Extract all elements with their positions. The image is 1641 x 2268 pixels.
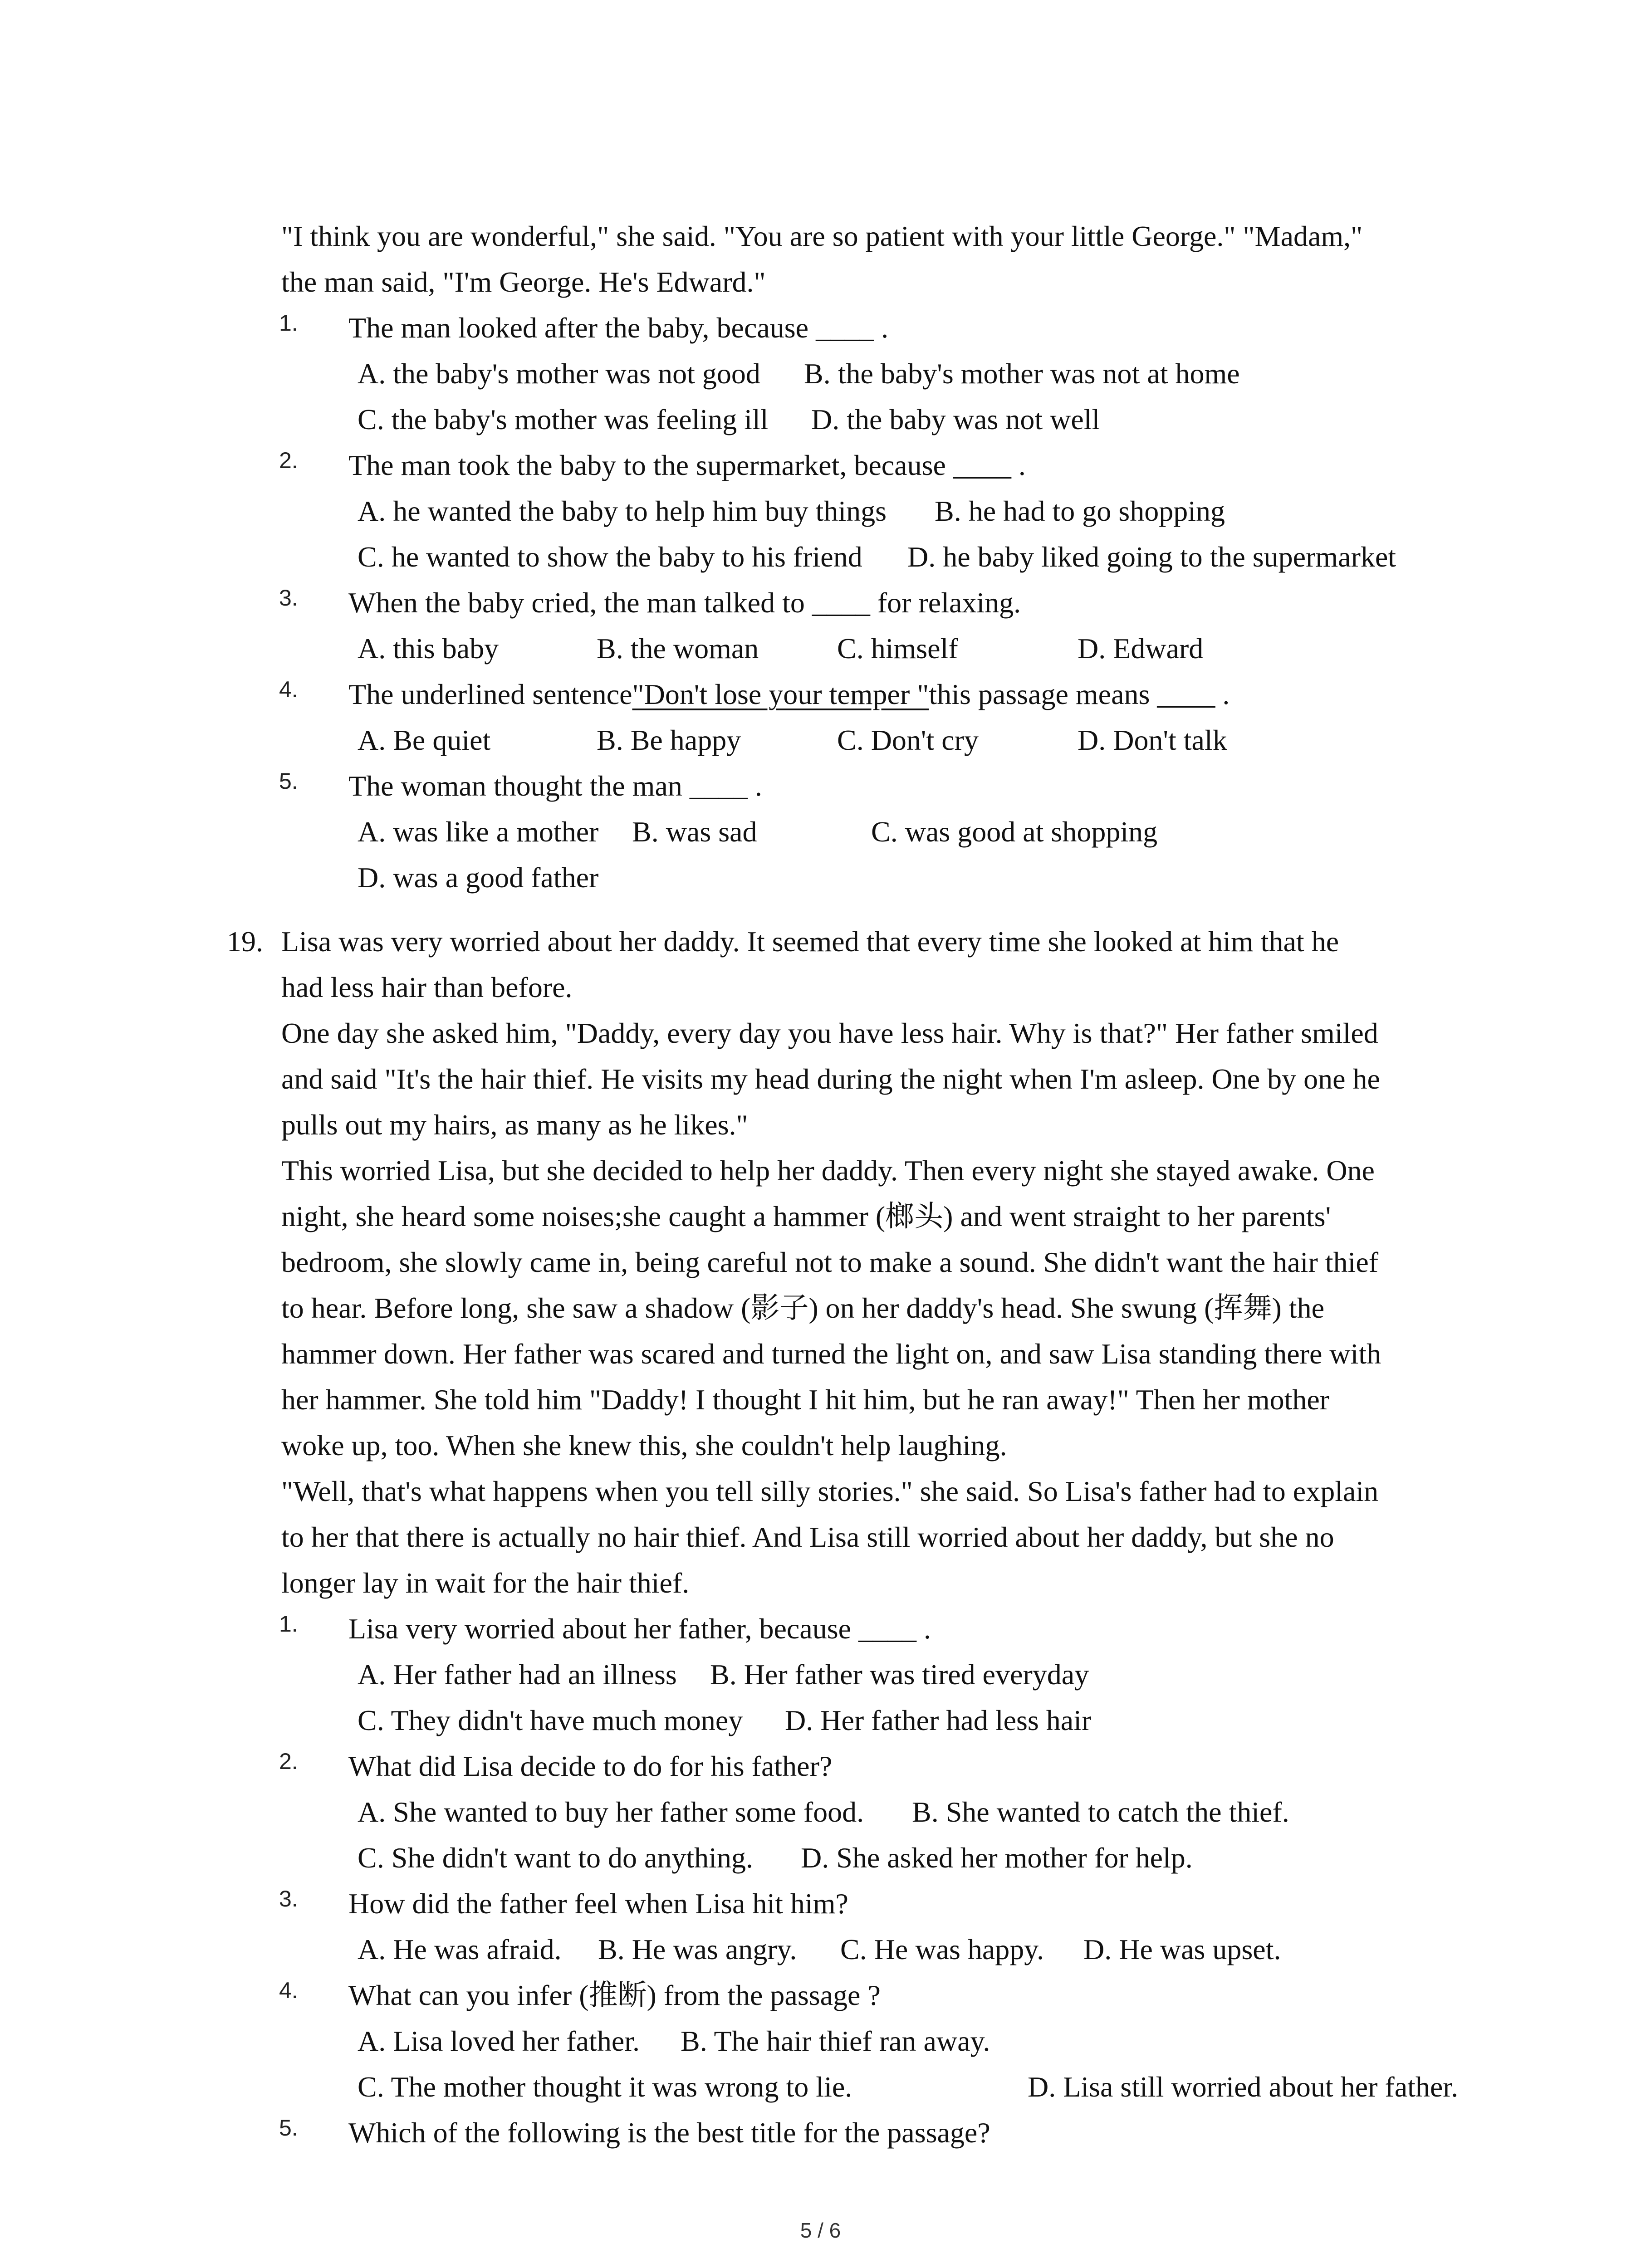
option-row bbox=[227, 809, 1461, 855]
question-text: What can you infer (推断) from the passage ? bbox=[348, 1979, 881, 2011]
question-item bbox=[227, 1606, 1461, 1652]
option-row bbox=[227, 855, 1461, 900]
option-row bbox=[227, 396, 1461, 442]
option-c: C. They didn't have much money bbox=[358, 1704, 743, 1736]
passage-paragraph: One day she asked him, "Daddy, every day you have less hair. Why is that?" Her father smiled and said "It's the hair thief. He visits my head during the night when I'm asleep. One by one he pulls out my hairs, as many as he likes." bbox=[281, 1017, 1380, 1141]
option-b: B. the woman bbox=[597, 632, 759, 665]
question-number: 1. bbox=[279, 310, 298, 336]
question-item bbox=[227, 671, 1461, 717]
option-c: C. himself bbox=[837, 632, 958, 665]
option-b: B. was sad bbox=[632, 816, 757, 848]
passage-18-questions bbox=[227, 305, 1461, 900]
question-text-start: The underlined sentence bbox=[348, 678, 632, 710]
option-c: C. the baby's mother was feeling ill bbox=[358, 403, 769, 435]
question-text: The man looked after the baby, because ____ . bbox=[348, 312, 889, 344]
option-row bbox=[227, 351, 1461, 396]
question-text-end: this passage means ____ . bbox=[929, 678, 1230, 710]
question-text: Lisa very worried about her father, because ____ . bbox=[348, 1613, 931, 1645]
question-item bbox=[227, 580, 1461, 626]
underlined-sentence: "Don't lose your temper " bbox=[632, 678, 929, 710]
option-d: D. Her father had less hair bbox=[785, 1704, 1092, 1736]
option-b: B. He was angry. bbox=[598, 1933, 797, 1965]
passage-paragraph: Lisa was very worried about her daddy. It seemed that every time she looked at him that he had less hair than before. bbox=[281, 925, 1339, 1003]
question-item bbox=[227, 1743, 1461, 1789]
option-row bbox=[227, 1926, 1461, 1972]
question-item bbox=[227, 1972, 1461, 2018]
option-b: B. She wanted to catch the thief. bbox=[912, 1796, 1289, 1828]
option-row bbox=[227, 2018, 1461, 2064]
option-row bbox=[227, 534, 1461, 580]
page-number: 5 / 6 bbox=[800, 2219, 841, 2242]
question-number: 5. bbox=[279, 2115, 298, 2141]
option-row bbox=[227, 717, 1461, 763]
option-d: D. was a good father bbox=[358, 861, 599, 894]
option-d: D. the baby was not well bbox=[811, 403, 1100, 435]
option-d: D. Don't talk bbox=[1078, 724, 1227, 756]
option-b: B. he had to go shopping bbox=[935, 495, 1225, 527]
option-a: A. Lisa loved her father. bbox=[358, 2025, 640, 2057]
question-number: 2. bbox=[279, 448, 298, 473]
option-a: A. Her father had an illness bbox=[358, 1658, 677, 1691]
option-c: C. he wanted to show the baby to his friend bbox=[358, 541, 862, 573]
option-d: D. Lisa still worried about her father. bbox=[1028, 2071, 1459, 2103]
option-row bbox=[227, 626, 1461, 671]
question-item bbox=[227, 763, 1461, 809]
passage-19-questions bbox=[227, 1606, 1461, 2156]
option-b: B. the baby's mother was not at home bbox=[804, 357, 1240, 390]
option-a: A. he wanted the baby to help him buy things bbox=[358, 495, 887, 527]
option-c: C. She didn't want to do anything. bbox=[358, 1842, 753, 1874]
option-row bbox=[227, 1789, 1461, 1835]
option-row bbox=[227, 1835, 1461, 1881]
question-number: 4. bbox=[279, 1978, 298, 2003]
option-d: D. She asked her mother for help. bbox=[801, 1842, 1193, 1874]
question-number: 4. bbox=[279, 677, 298, 702]
option-d: D. He was upset. bbox=[1083, 1933, 1281, 1965]
option-row bbox=[227, 1652, 1461, 1697]
question-number: 2. bbox=[279, 1749, 298, 1774]
option-a: A. this baby bbox=[358, 632, 499, 665]
option-c: C. The mother thought it was wrong to lie. bbox=[358, 2071, 852, 2103]
question-text: What did Lisa decide to do for his father? bbox=[348, 1750, 833, 1782]
question-text: When the baby cried, the man talked to ____ for relaxing. bbox=[348, 587, 1021, 619]
page-content bbox=[227, 213, 1461, 2156]
question-number: 3. bbox=[279, 585, 298, 611]
option-b: B. Be happy bbox=[597, 724, 741, 756]
passage-number: 19. bbox=[227, 925, 263, 958]
option-d: D. he baby liked going to the supermarket bbox=[907, 541, 1396, 573]
passage-paragraph: "Well, that's what happens when you tell silly stories." she said. So Lisa's father had to explain to her that there is actually no hair thief. And Lisa still worried about her daddy, but she no longer lay in wait for the hair thief. bbox=[281, 1475, 1379, 1599]
option-row bbox=[227, 2064, 1461, 2110]
question-number: 1. bbox=[279, 1611, 298, 1637]
question-item bbox=[227, 442, 1461, 488]
question-item bbox=[227, 2110, 1461, 2156]
option-b: B. Her father was tired everyday bbox=[710, 1658, 1089, 1691]
question-text bbox=[348, 671, 1230, 717]
question-text: How did the father feel when Lisa hit him? bbox=[348, 1887, 848, 1920]
passage-19 bbox=[227, 919, 1461, 2156]
option-b: B. The hair thief ran away. bbox=[681, 2025, 990, 2057]
option-a: A. He was afraid. bbox=[358, 1933, 562, 1965]
passage-18-ending: "I think you are wonderful," she said. "You are so patient with your little George." "Madam," the man said, "I'm George. He's Edward." bbox=[281, 220, 1363, 298]
option-a: A. was like a mother bbox=[358, 816, 599, 848]
question-text: The man took the baby to the supermarket, because ____ . bbox=[348, 449, 1026, 481]
option-a: A. She wanted to buy her father some food. bbox=[358, 1796, 864, 1828]
question-text: Which of the following is the best title for the passage? bbox=[348, 2116, 990, 2149]
option-c: C. Don't cry bbox=[837, 724, 979, 756]
option-a: A. the baby's mother was not good bbox=[358, 357, 760, 390]
question-item bbox=[227, 1881, 1461, 1926]
option-row bbox=[227, 1697, 1461, 1743]
question-item bbox=[227, 305, 1461, 351]
question-number: 3. bbox=[279, 1886, 298, 1911]
question-number: 5. bbox=[279, 768, 298, 794]
option-c: C. was good at shopping bbox=[871, 816, 1158, 848]
option-a: A. Be quiet bbox=[358, 724, 491, 756]
passage-paragraph: This worried Lisa, but she decided to help her daddy. Then every night she stayed awake. One night, she heard some noises;she caught a hammer (榔头) and went straight to her parents' bedroom, she slowly came in, being careful not to make a sound. She didn't want the hair thief to hear. Before long, she saw a shadow (影子) on her daddy's head. She swung (挥舞) the hammer down. Her father was scared and turned the light on, and saw Lisa standing there with her hammer. She told him "Daddy! I thought I hit him, but he ran away!" Then her mother woke up, too. When she knew this, she couldn't help laughing. bbox=[281, 1154, 1381, 1461]
option-d: D. Edward bbox=[1078, 632, 1204, 665]
option-c: C. He was happy. bbox=[840, 1933, 1044, 1965]
question-text: The woman thought the man ____ . bbox=[348, 770, 762, 802]
option-row bbox=[227, 488, 1461, 534]
